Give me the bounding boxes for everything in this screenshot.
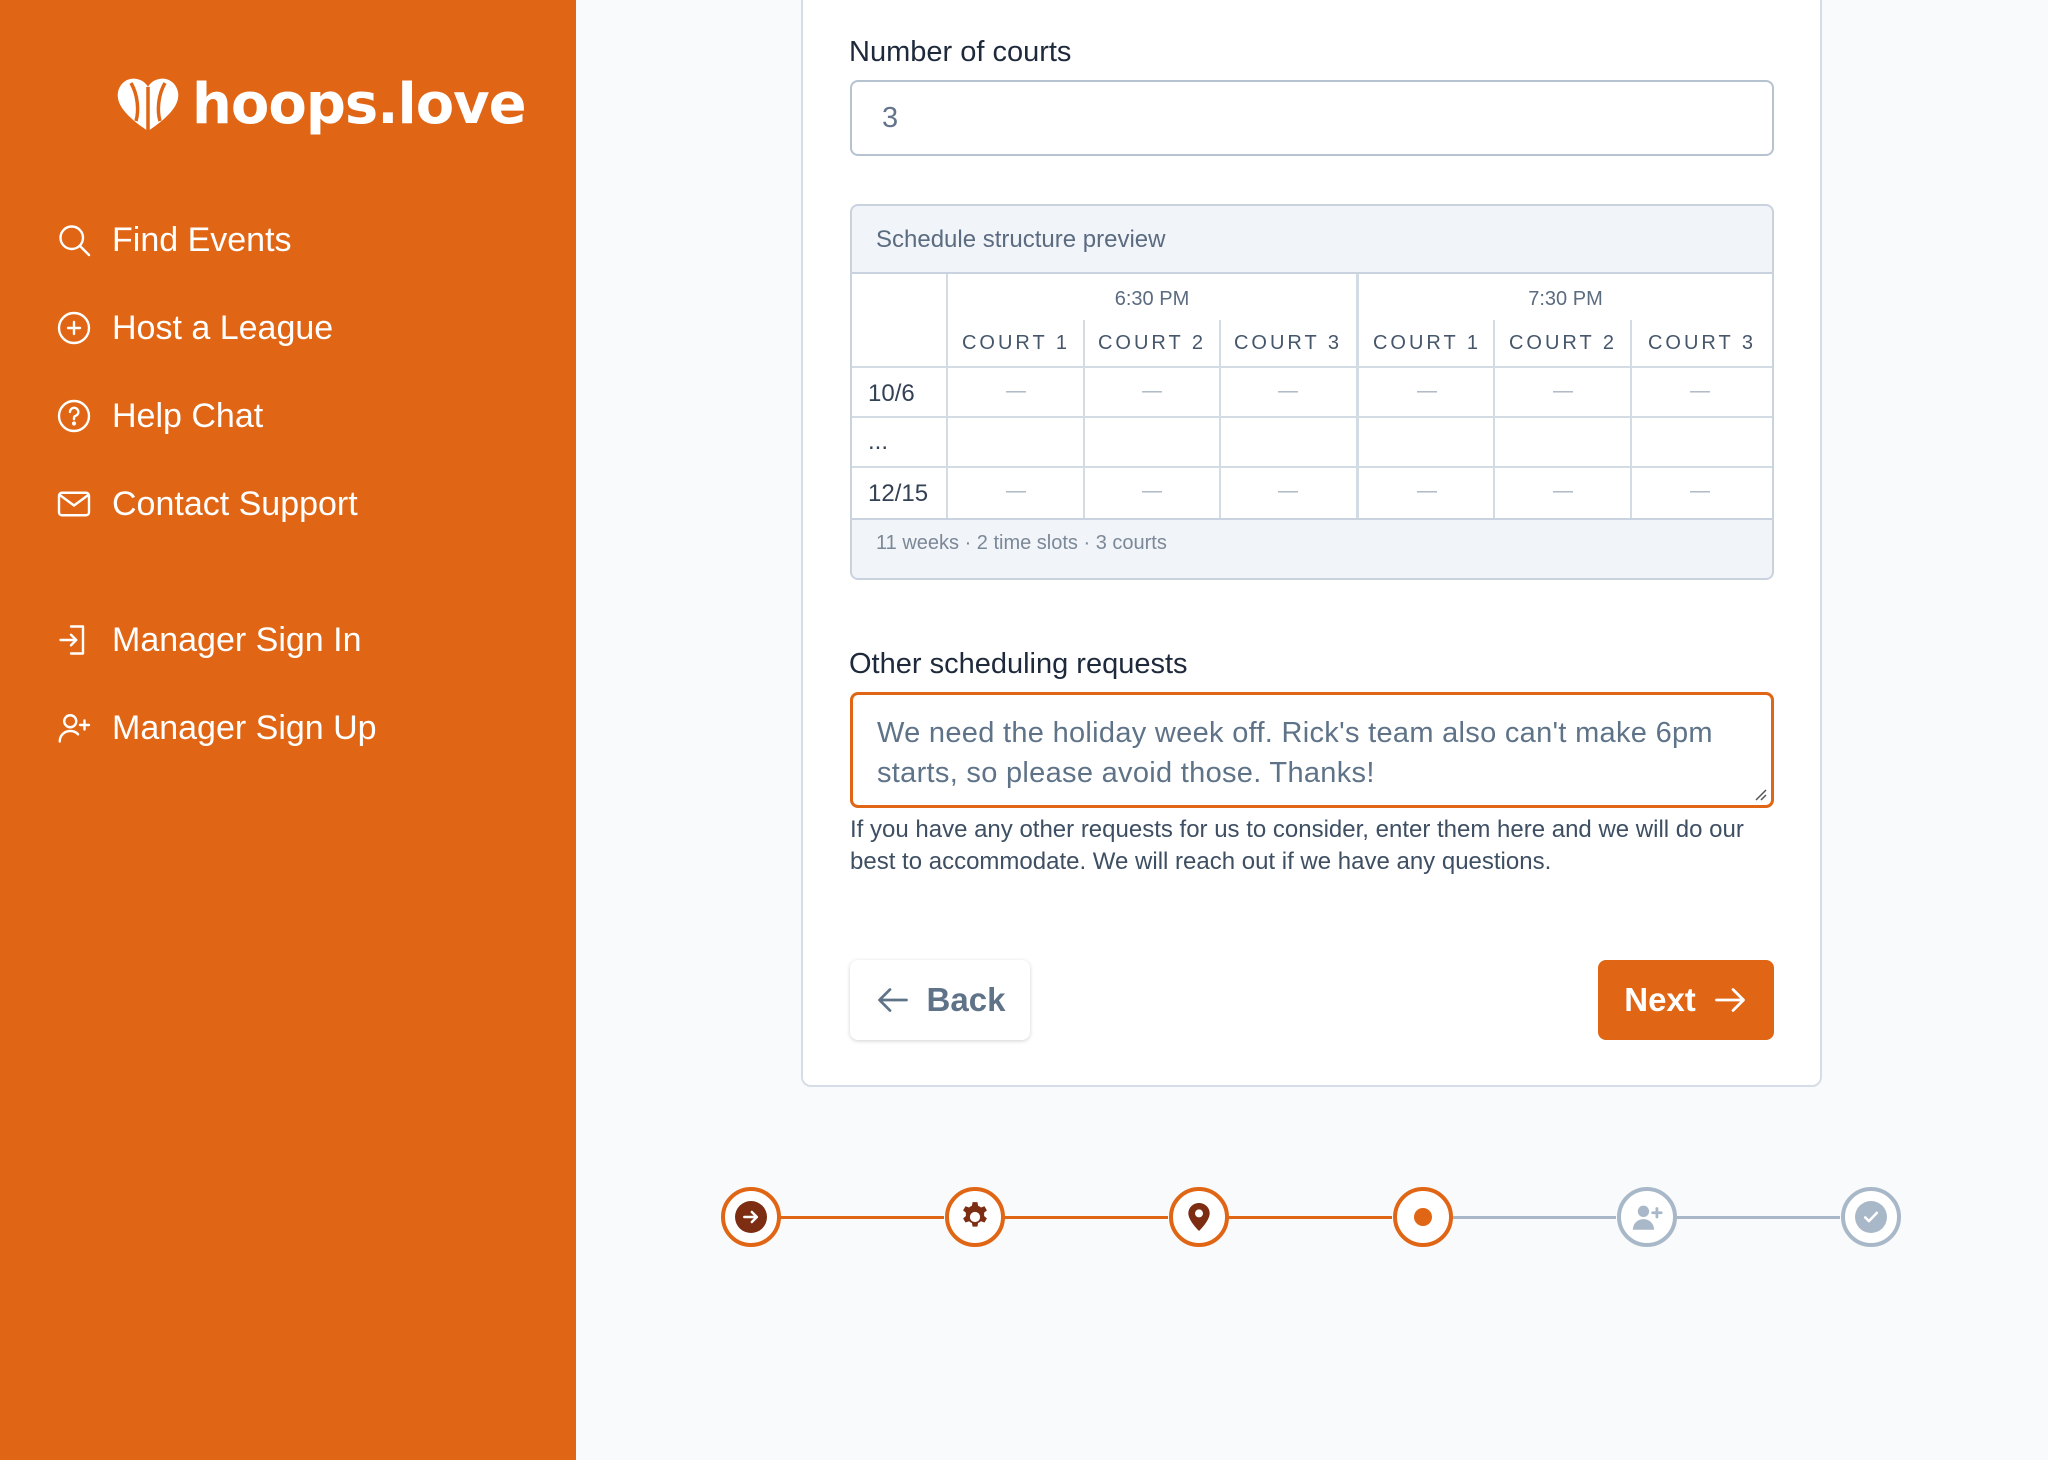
sidebar-item-help-chat[interactable]: [56, 386, 263, 446]
sidebar-item-manager-sign-in[interactable]: [56, 610, 362, 670]
step-1-start[interactable]: [721, 1187, 781, 1247]
user-plus-icon: [1630, 1200, 1664, 1234]
sidebar: [0, 0, 576, 1460]
row-date: 10/6: [868, 380, 915, 407]
courts-value: 3: [882, 101, 899, 134]
arrow-right-icon: [1712, 982, 1748, 1018]
time-slot-header: 7:30 PM: [1528, 288, 1603, 310]
sidebar-item-label: Host a League: [112, 308, 334, 347]
time-slot-header: 6:30 PM: [1114, 288, 1190, 310]
courts-input[interactable]: [850, 80, 1774, 156]
court-header: COURT 3: [1233, 332, 1343, 354]
preview-summary: 11 weeks · 2 time slots · 3 courts: [876, 532, 1167, 554]
schedule-grid: [852, 272, 1772, 520]
sidebar-item-label: Contact Support: [112, 484, 358, 523]
row-date: ...: [868, 428, 889, 455]
sidebar-item-label: Manager Sign In: [112, 620, 362, 659]
court-header: COURT 1: [961, 332, 1071, 354]
slot-cell: —: [1278, 380, 1298, 402]
step-6-confirm[interactable]: [1841, 1187, 1901, 1247]
location-pin-icon: [1183, 1201, 1215, 1233]
sidebar-item-host-a-league[interactable]: [56, 298, 333, 358]
slot-cell: —: [1417, 480, 1437, 502]
check-icon: [1861, 1207, 1881, 1227]
slot-cell: —: [1142, 480, 1162, 502]
requests-textarea[interactable]: [850, 692, 1774, 808]
step-3-location[interactable]: [1169, 1187, 1229, 1247]
schedule-preview: [850, 204, 1774, 580]
step-2-settings[interactable]: [945, 1187, 1005, 1247]
court-header: COURT 2: [1097, 332, 1207, 354]
slot-cell: —: [1553, 380, 1573, 402]
sidebar-item-label: Help Chat: [112, 396, 264, 435]
back-label: Back: [926, 981, 1006, 1018]
preview-title: Schedule structure preview: [876, 226, 1166, 253]
sidebar-item-contact-support[interactable]: [56, 474, 358, 534]
slot-cell: —: [1417, 380, 1437, 402]
courts-label: Number of courts: [849, 36, 1072, 68]
next-button[interactable]: [1598, 960, 1774, 1040]
requests-value: We need the holiday week off. Rick's team also can't make 6pm starts, so please avoid those. Thanks!: [877, 717, 1713, 789]
row-date: 12/15: [868, 480, 929, 507]
user-plus-icon: [56, 710, 92, 746]
plus-circle-icon: [56, 310, 92, 346]
basketball-heart-icon: [114, 77, 182, 133]
court-header: COURT 2: [1508, 332, 1618, 354]
court-header: COURT 1: [1372, 332, 1482, 354]
sidebar-item-label: Find Events: [112, 220, 292, 259]
brand-name: hoops.love: [192, 72, 526, 137]
arrow-left-icon: [875, 982, 911, 1018]
requests-help-text: If you have any other requests for us to consider, enter them here and we will do our best to accommodate. We will reach out if we have any questions.: [850, 816, 1744, 875]
requests-label: Other scheduling requests: [849, 648, 1188, 680]
back-button[interactable]: [850, 960, 1030, 1040]
gear-icon: [958, 1200, 992, 1234]
brand-logo[interactable]: [114, 72, 526, 137]
question-circle-icon: [56, 398, 92, 434]
arrow-right-icon: [741, 1207, 761, 1227]
slot-cell: —: [1006, 380, 1026, 402]
slot-cell: —: [1278, 480, 1298, 502]
search-icon: [56, 222, 92, 258]
slot-cell: —: [1006, 480, 1026, 502]
sign-in-icon: [56, 622, 92, 658]
resize-handle-icon[interactable]: [1753, 787, 1767, 801]
next-label: Next: [1624, 981, 1696, 1018]
step-5-users[interactable]: [1617, 1187, 1677, 1247]
sidebar-item-label: Manager Sign Up: [112, 708, 377, 747]
slot-cell: —: [1690, 380, 1710, 402]
step-4-current[interactable]: [1393, 1187, 1453, 1247]
court-header: COURT 3: [1647, 332, 1757, 354]
sidebar-item-find-events[interactable]: [56, 210, 292, 270]
mail-icon: [56, 486, 92, 522]
sidebar-item-manager-sign-up[interactable]: [56, 698, 377, 758]
slot-cell: —: [1690, 480, 1710, 502]
slot-cell: —: [1553, 480, 1573, 502]
dot-icon: [1414, 1208, 1432, 1226]
slot-cell: —: [1142, 380, 1162, 402]
